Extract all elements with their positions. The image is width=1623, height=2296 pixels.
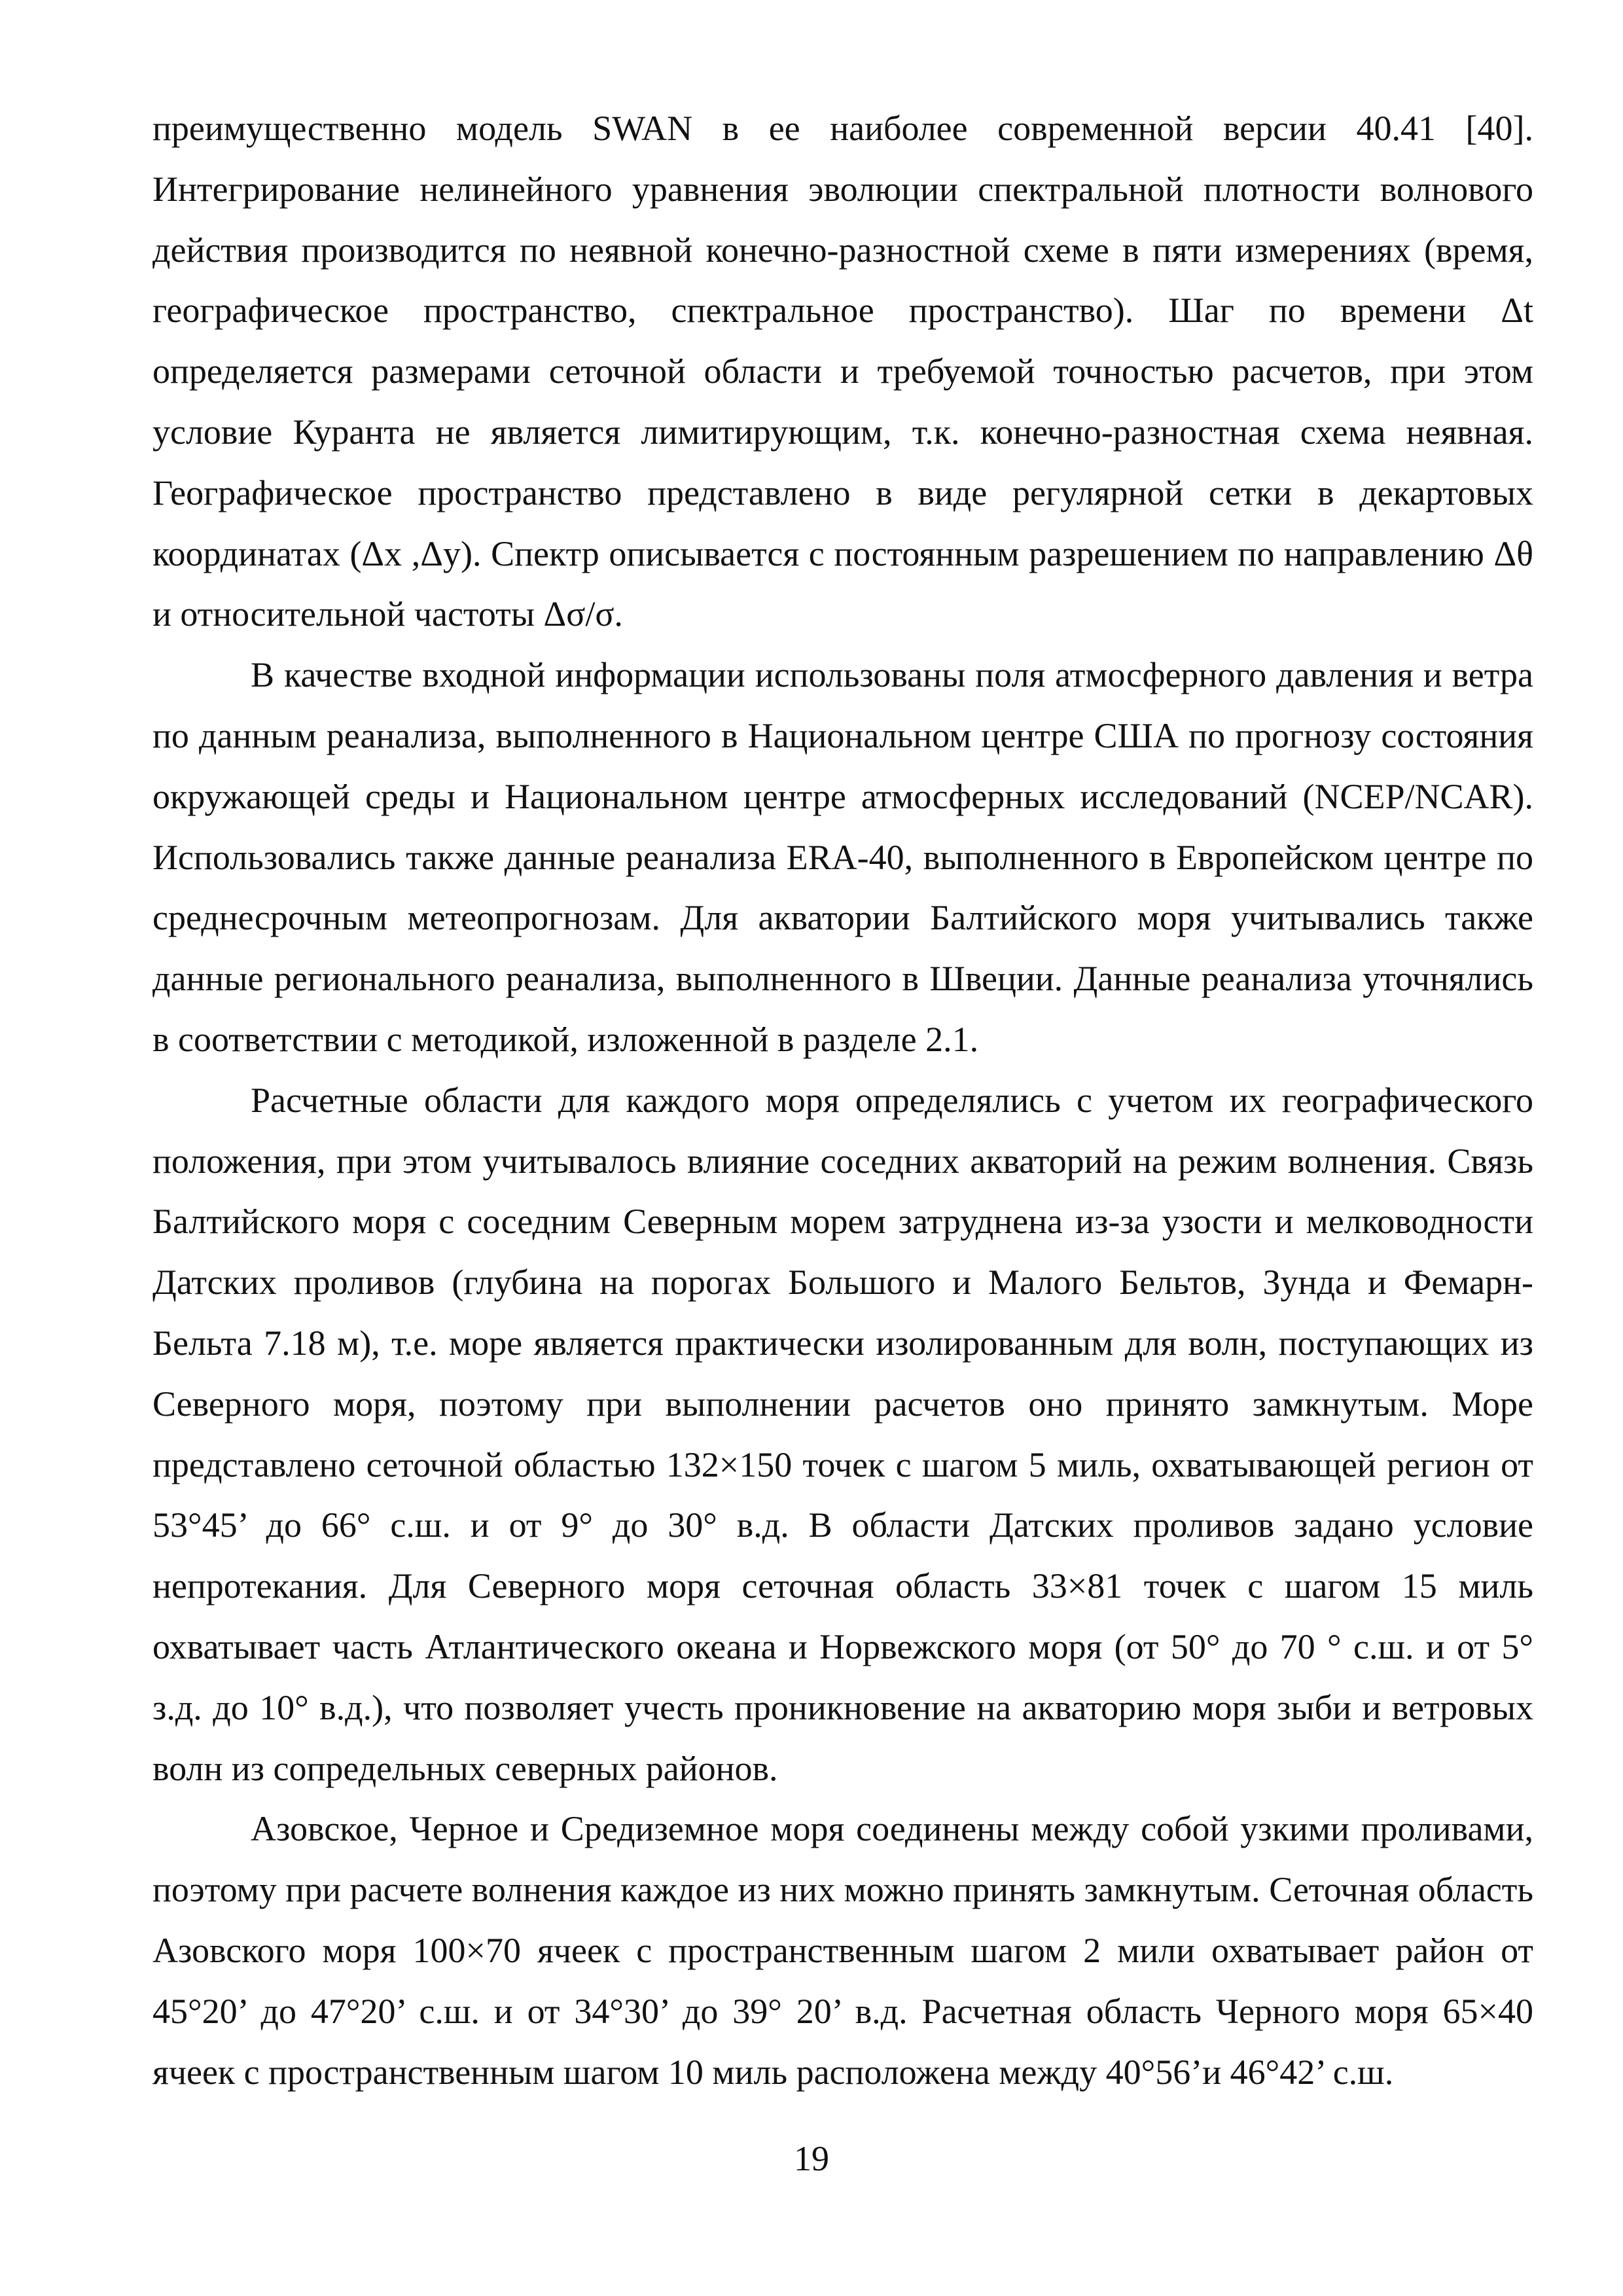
paragraph-4: Азовское, Черное и Средиземное моря соединены между собой узкими проливами, поэтому при расчете волнения каждое из них можно принять замкнутым. Сеточная область Азовского моря 100×70 ячеек с пространственным шагом 2 мили охватывает район от 45°20’ до 47°20’ с.ш. и от 34°30’ до 39° 20’ в.д. Расчетная область Черного моря 65×40 ячеек с пространственным шагом 10 миль расположена между 40°56’и 46°42’ с.ш. — [152, 1809, 1533, 2092]
body-text — [152, 98, 1533, 2102]
page-number: 19 — [794, 2139, 829, 2178]
paragraph-3: Расчетные области для каждого моря определялись с учетом их географического положения, при этом учитывалось влияние соседних акваторий на режим волнения. Связь Балтийского моря с соседним Северным морем затруднена из-за узости и мелководности Датских проливов (глубина на порогах Большого и Малого Бельтов, Зунда и Фемарн-Бельта 7.18 м), т.е. море является практически изолированным для волн, поступающих из Северного моря, поэтому при выполнении расчетов оно принято замкнутым. Море представлено сеточной областью 132×150 точек с шагом 5 миль, охватывающей регион от 53°45’ до 66° с.ш. и от 9° до 30° в.д. В области Датских проливов задано условие непротекания. Для Северного моря сеточная область 33×81 точек с шагом 15 миль охватывает часть Атлантического океана и Норвежского моря (от 50° до 70 ° с.ш. и от 5° з.д. до 10° в.д.), что позволяет учесть проникновение на акваторию моря зыби и ветровых волн из сопредельных северных районов. — [152, 1080, 1533, 1788]
paragraph-2: В качестве входной информации использованы поля атмосферного давления и ветра по данным реанализа, выполненного в Национальном центре США по прогнозу состояния окружающей среды и Национальном центре атмосферных исследований (NCEP/NCAR). Использовались также данные реанализа ERA-40, выполненного в Европейском центре по среднесрочным метеопрогнозам. Для акватории Балтийского моря учитывались также данные регионального реанализа, выполненного в Швеции. Данные реанализа уточнялись в соответствии с методикой, изложенной в разделе 2.1. — [152, 655, 1533, 1059]
paragraph-1: преимущественно модель SWAN в ее наиболее современной версии 40.41 [40]. Интегрирование нелинейного уравнения эволюции спектральной плотности волнового действия производится по неявной конечно-разностной схеме в пяти измерениях (время, географическое пространство, спектральное пространство). Шаг по времени Δt определяется размерами сеточной области и требуемой точностью расчетов, при этом условие Куранта не является лимитирующим, т.к. конечно-разностная схема неявная. Географическое пространство представлено в виде регулярной сетки в декартовых координатах (Δx ,Δy). Спектр описывается с постоянным разрешением по направлению Δθ и относительной частоты Δσ/σ. — [152, 109, 1533, 634]
